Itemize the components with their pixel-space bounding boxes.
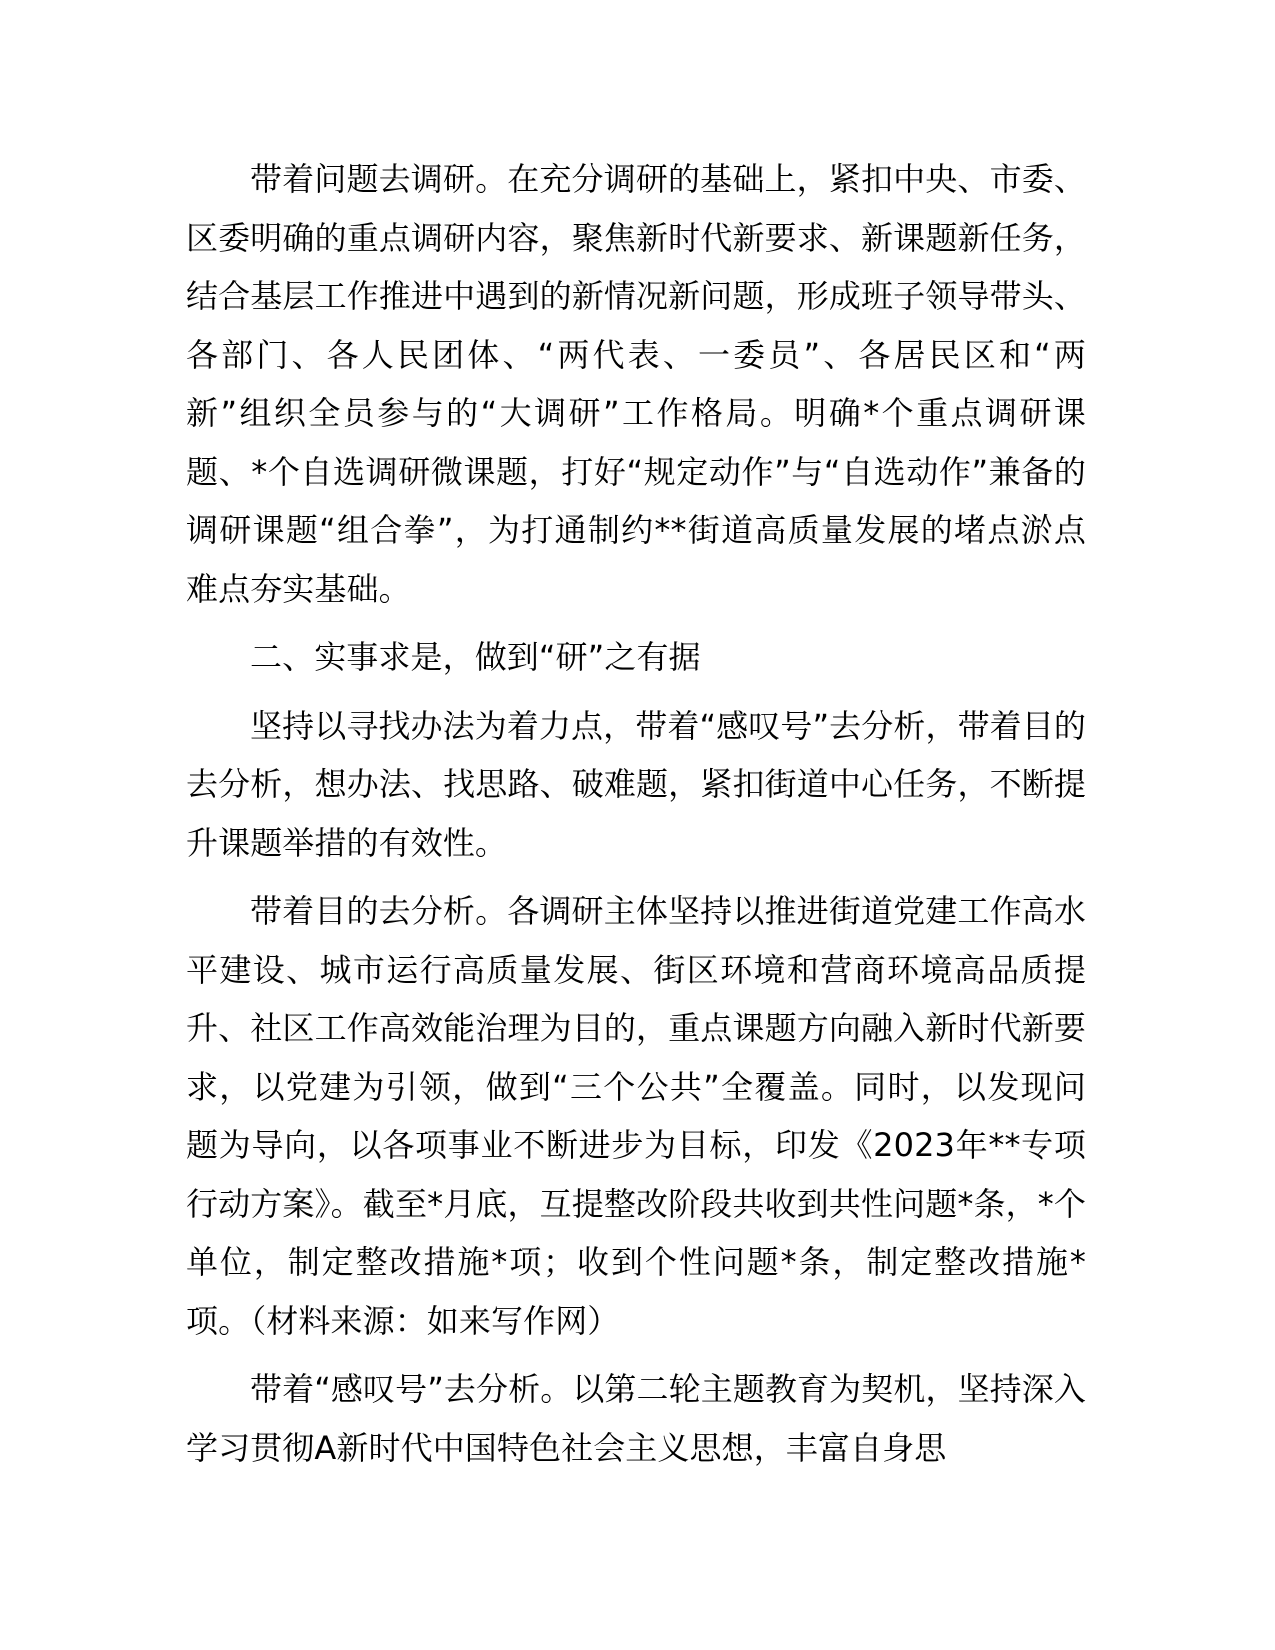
paragraph-analyze-with-exclamation: 带着“感叹号”去分析。以第二轮主题教育为契机，坚持深入学习贯彻A新时代中国特色社会主义思想，丰富自身思	[186, 1370, 1086, 1467]
paragraph-analyze-with-purpose: 带着目的去分析。各调研主体坚持以推进街道党建工作高水平建设、城市运行高质量发展、街区环境和营商环境高品质提升、社区工作高效能治理为目的，重点课题方向融入新时代新要求，以党建为引领，做到“三个公共”全覆盖。同时，以发现问题为导向，以各项事业不断进步为目标，印发《2023年**专项行动方案》。截至*月底，互提整改阶段共收到共性问题*条，*个单位，制定整改措施*项；收到个性问题*条，制定整改措施*项。（材料来源：如来写作网）	[186, 892, 1086, 1340]
document-page	[186, 150, 1086, 1477]
paragraph-find-solutions: 坚持以寻找办法为着力点，带着“感叹号”去分析，带着目的去分析，想办法、找思路、破难题，紧扣街道中心任务，不断提升课题举措的有效性。	[186, 706, 1086, 862]
paragraph-research-with-problems: 带着问题去调研。在充分调研的基础上，紧扣中央、市委、区委明确的重点调研内容，聚焦新时代新要求、新课题新任务，结合基层工作推进中遇到的新情况新问题，形成班子领导带头、各部门、各人民团体、“两代表、一委员”、各居民区和“两新”组织全员参与的“大调研”工作格局。明确*个重点调研课题、*个自选调研微课题，打好“规定动作”与“自选动作”兼备的调研课题“组合拳”，为打通制约**街道高质量发展的堵点淤点难点夯实基础。	[186, 160, 1086, 608]
section-heading-two: 二、实事求是，做到“研”之有据	[250, 638, 701, 676]
